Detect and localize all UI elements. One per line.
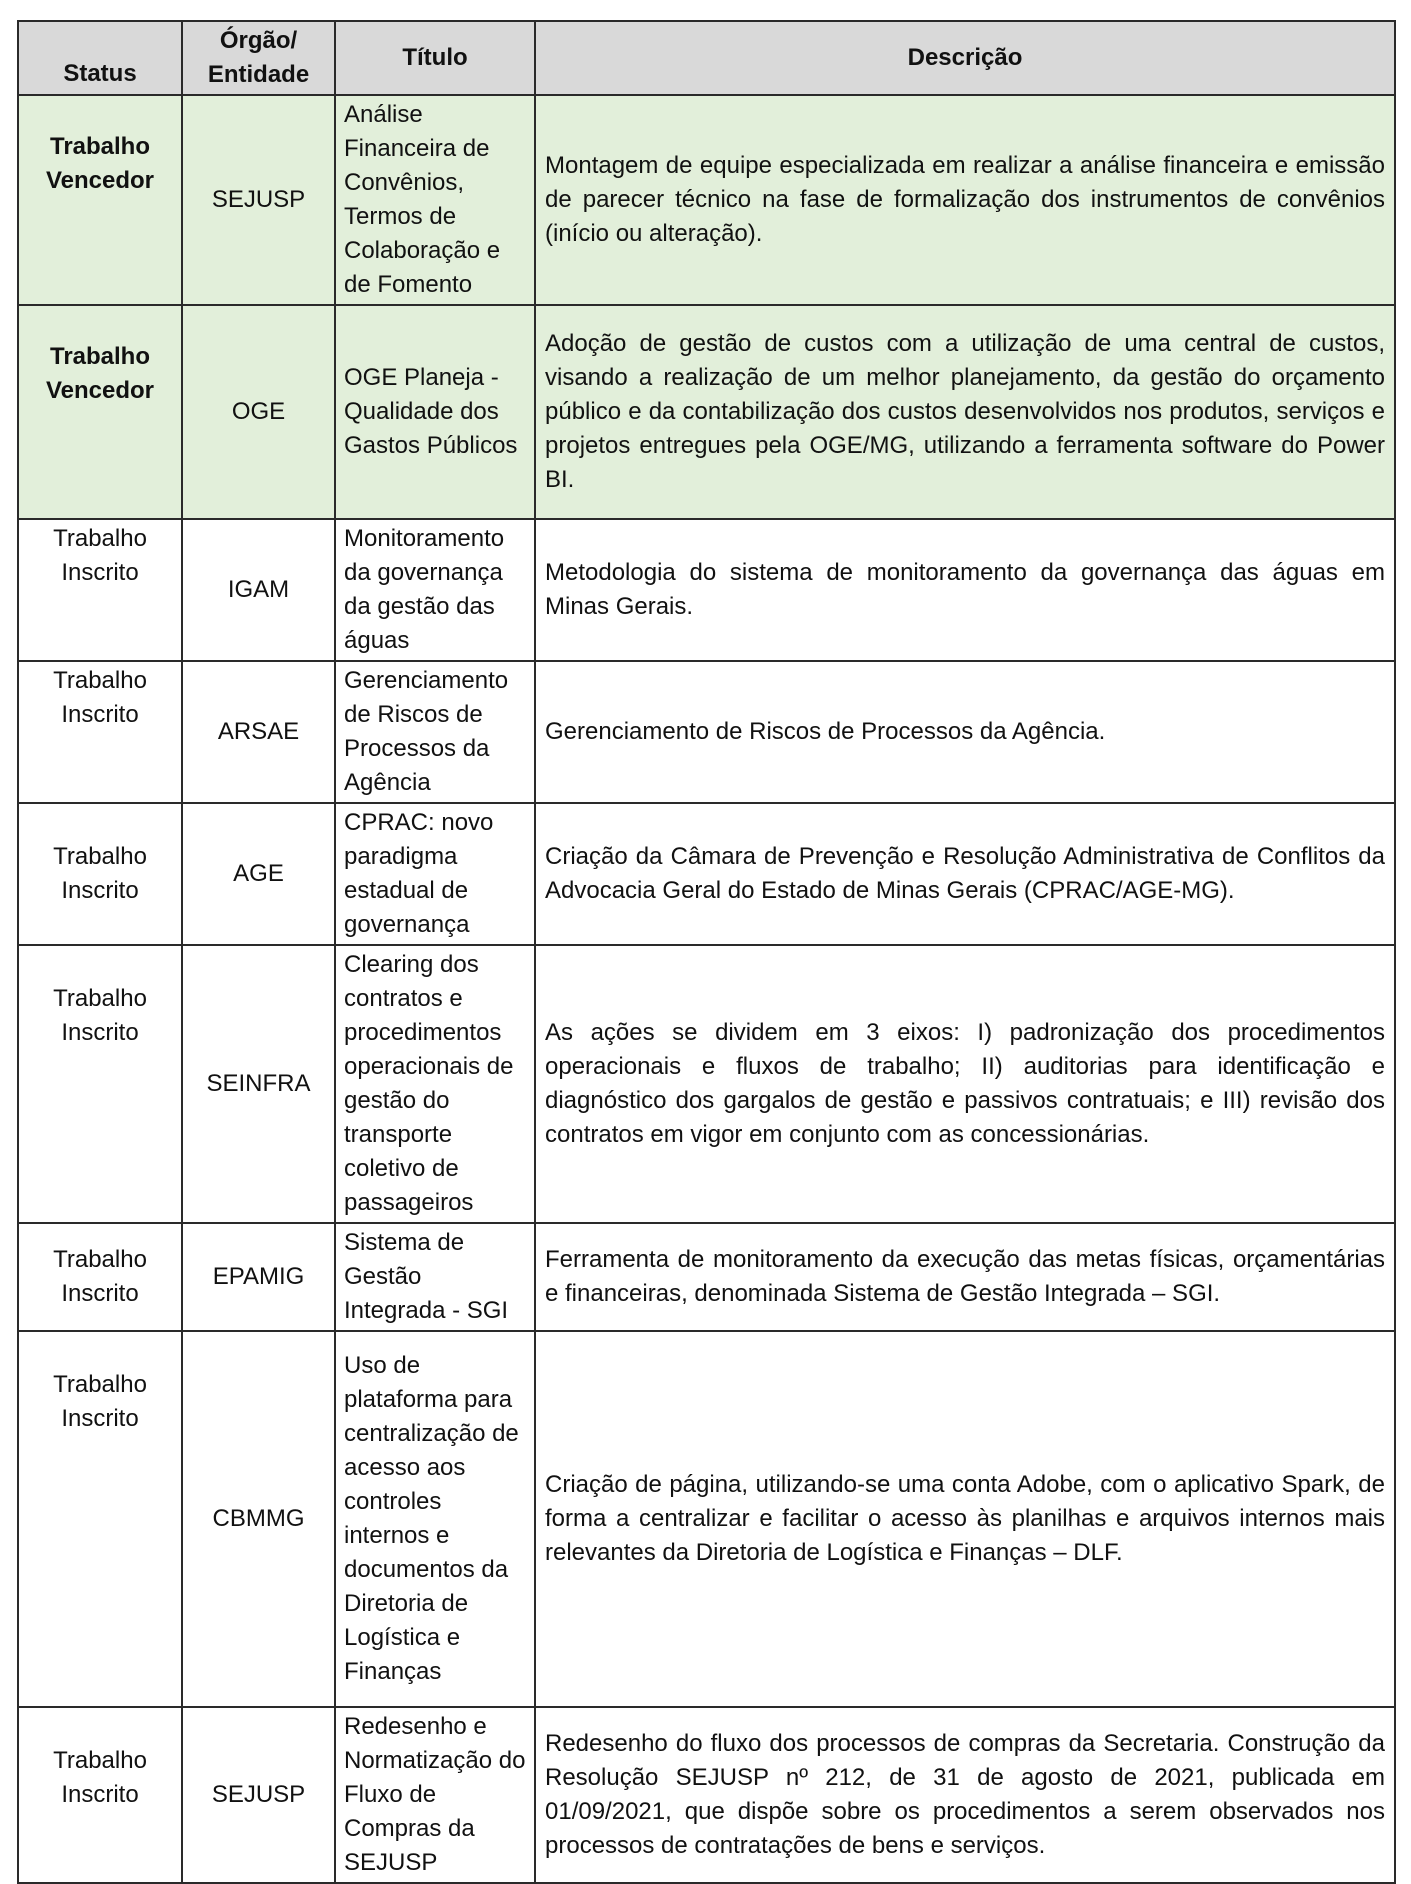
titulo-cell: Redesenho e Normatização do Fluxo de Compras da SEJUSP [335,1707,535,1883]
orgao-cell: CBMMG [182,1331,335,1707]
descricao-cell: Metodologia do sistema de monitoramento da governança das águas em Minas Gerais. [535,519,1395,661]
table-row [18,95,1395,305]
descricao-cell: Gerenciamento de Riscos de Processos da Agência. [535,661,1395,803]
table-row [18,803,1395,945]
status-cell [18,305,182,519]
status-line2: Inscrito [61,559,139,586]
descricao-cell: As ações se dividem em 3 eixos: I) padronização dos procedimentos operacionais e fluxos de trabalho; II) auditorias para identificação e diagnóstico dos gargalos de gestão e passivos contratuais; e III) revisão dos contratos em vigor em conjunto com as concessionárias. [535,945,1395,1223]
table-row [18,1707,1395,1883]
status-line1: Trabalho [49,133,151,160]
titulo-cell: Gerenciamento de Riscos de Processos da Agência [335,661,535,803]
orgao-cell: SEJUSP [182,1707,335,1883]
titulo-cell: Uso de plataforma para centralização de acesso aos controles internos e documentos da Diretoria de Logística e Finanças [335,1331,535,1707]
table-row [18,1223,1395,1331]
orgao-cell: SEJUSP [182,95,335,305]
status-line2: Vencedor [45,377,155,404]
table-row [18,661,1395,803]
status-line2: Vencedor [45,167,155,194]
descricao-cell: Criação da Câmara de Prevenção e Resolução Administrativa de Conflitos da Advocacia Geral do Estado de Minas Gerais (CPRAC/AGE-MG). [535,803,1395,945]
descricao-cell: Ferramenta de monitoramento da execução das metas físicas, orçamentárias e financeiras, denominada Sistema de Gestão Integrada – SGI. [535,1223,1395,1331]
header-titulo: Título [335,21,535,95]
orgao-cell: SEINFRA [182,945,335,1223]
orgao-cell: EPAMIG [182,1223,335,1331]
status-line1: Trabalho [53,985,147,1012]
status-line1: Trabalho [53,667,147,694]
status-line1: Trabalho [49,343,151,370]
status-line1: Trabalho [53,1246,147,1273]
status-line1: Trabalho [53,843,147,870]
header-orgao-line1: Órgão/ [219,27,298,54]
titulo-cell: Análise Financeira de Convênios, Termos de Colaboração e de Fomento [335,95,535,305]
status-line2: Inscrito [61,1019,139,1046]
titulo-cell: CPRAC: novo paradigma estadual de governança [335,803,535,945]
table-row [18,945,1395,1223]
status-cell [18,1707,182,1883]
status-cell [18,95,182,305]
titulo-cell: Clearing dos contratos e procedimentos operacionais de gestão do transporte coletivo de passageiros [335,945,535,1223]
descricao-cell: Redesenho do fluxo dos processos de compras da Secretaria. Construção da Resolução SEJUSP nº 212, de 31 de agosto de 2021, publicada em 01/09/2021, que dispõe sobre os procedimentos a serem observados nos processos de contratações de bens e serviços. [535,1707,1395,1883]
status-cell [18,945,182,1223]
header-descricao: Descrição [535,21,1395,95]
orgao-cell: ARSAE [182,661,335,803]
titulo-cell: Sistema de Gestão Integrada - SGI [335,1223,535,1331]
orgao-cell: AGE [182,803,335,945]
descricao-cell: Criação de página, utilizando-se uma conta Adobe, com o aplicativo Spark, de forma a centralizar e facilitar o acesso às planilhas e arquivos internos mais relevantes da Diretoria de Logística e Finanças – DLF. [535,1331,1395,1707]
descricao-cell: Montagem de equipe especializada em realizar a análise financeira e emissão de parecer técnico na fase de formalização dos instrumentos de convênios (início ou alteração). [535,95,1395,305]
table-row [18,1331,1395,1707]
status-line1: Trabalho [53,1747,147,1774]
status-cell [18,803,182,945]
table-header-row [18,21,1395,95]
titulo-cell: OGE Planeja - Qualidade dos Gastos Públicos [335,305,535,519]
header-orgao [182,21,335,95]
status-line2: Inscrito [61,1781,139,1808]
status-line2: Inscrito [61,1405,139,1432]
awards-table [17,20,1396,1884]
header-status: Status [18,21,182,95]
orgao-cell: IGAM [182,519,335,661]
table-row [18,519,1395,661]
status-cell [18,519,182,661]
status-line1: Trabalho [53,525,147,552]
status-line1: Trabalho [53,1371,147,1398]
descricao-cell: Adoção de gestão de custos com a utilização de uma central de custos, visando a realização de um melhor planejamento, da gestão do orçamento público e da contabilização dos custos desenvolvidos nos produtos, serviços e projetos entregues pela OGE/MG, utilizando a ferramenta software do Power BI. [535,305,1395,519]
titulo-cell: Monitoramento da governança da gestão das águas [335,519,535,661]
table-row [18,305,1395,519]
header-orgao-line2: Entidade [207,61,310,88]
orgao-cell: OGE [182,305,335,519]
status-line2: Inscrito [61,701,139,728]
status-line2: Inscrito [61,1280,139,1307]
status-cell [18,661,182,803]
status-line2: Inscrito [61,877,139,904]
status-cell [18,1331,182,1707]
status-cell [18,1223,182,1331]
